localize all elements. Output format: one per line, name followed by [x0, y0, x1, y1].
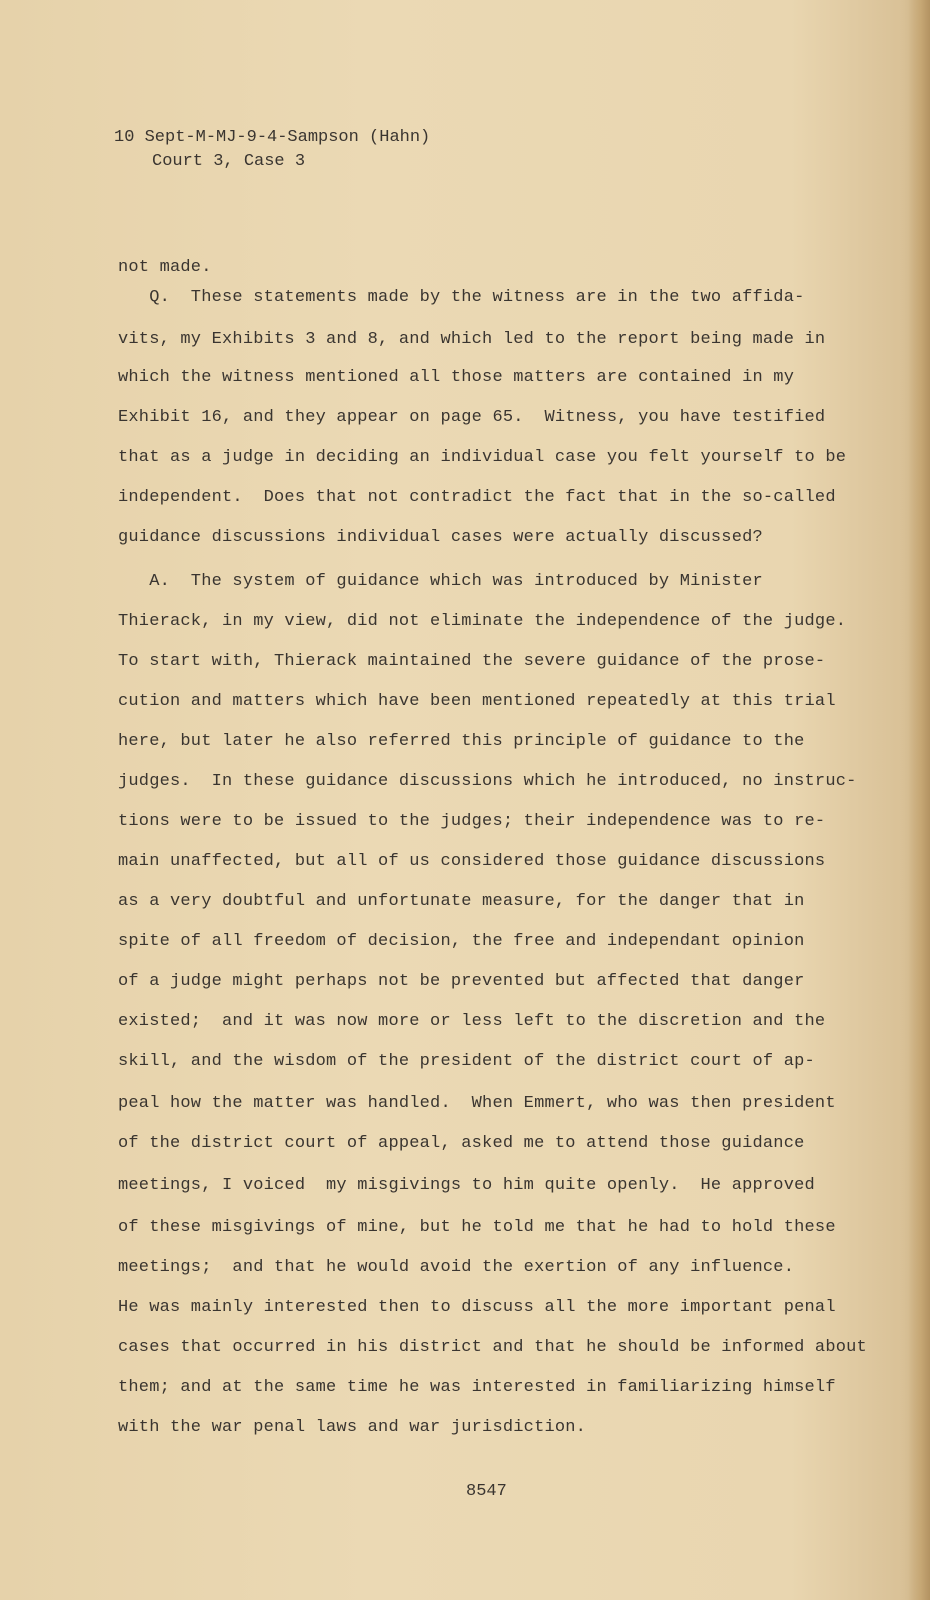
text-line: existed; and it was now more or less left to the discretion and the	[118, 1012, 826, 1031]
text-line: cases that occurred in his district and that he should be informed about	[118, 1338, 867, 1357]
text-line: skill, and the wisdom of the president of the district court of ap-	[118, 1052, 815, 1071]
text-line: independent. Does that not contradict the fact that in the so-called	[118, 488, 836, 507]
text-line: peal how the matter was handled. When Emmert, who was then president	[118, 1094, 836, 1113]
text-line: He was mainly interested then to discuss all the more important penal	[118, 1298, 836, 1317]
text-line: main unaffected, but all of us considered those guidance discussions	[118, 852, 826, 871]
text-line: cution and matters which have been mentioned repeatedly at this trial	[118, 692, 836, 711]
text-line: To start with, Thierack maintained the severe guidance of the prose-	[118, 652, 826, 671]
text-line: meetings, I voiced my misgivings to him quite openly. He approved	[118, 1176, 815, 1195]
text-line: as a very doubtful and unfortunate measure, for the danger that in	[118, 892, 805, 911]
text-line: spite of all freedom of decision, the free and independant opinion	[118, 932, 805, 951]
text-line: Exhibit 16, and they appear on page 65. Witness, you have testified	[118, 408, 826, 427]
text-line: that as a judge in deciding an individual case you felt yourself to be	[118, 448, 847, 467]
text-line: them; and at the same time he was interested in familiarizing himself	[118, 1378, 836, 1397]
header-reference: 10 Sept-M-MJ-9-4-Sampson (Hahn)	[114, 128, 431, 147]
text-line: not made.	[118, 258, 212, 277]
text-line: which the witness mentioned all those matters are contained in my	[118, 368, 795, 387]
text-line: A. The system of guidance which was introduced by Minister	[118, 572, 763, 591]
header-court-case: Court 3, Case 3	[152, 152, 306, 171]
text-line: Thierack, in my view, did not eliminate the independence of the judge.	[118, 612, 847, 631]
text-line: vits, my Exhibits 3 and 8, and which led to the report being made in	[118, 330, 826, 349]
document-header	[114, 126, 430, 174]
text-line: meetings; and that he would avoid the exertion of any influence.	[118, 1258, 795, 1277]
text-line: tions were to be issued to the judges; their independence was to re-	[118, 812, 826, 831]
page-number: 8547	[466, 1482, 507, 1501]
text-line: Q. These statements made by the witness are in the two affida-	[118, 288, 805, 307]
text-line: of the district court of appeal, asked me to attend those guidance	[118, 1134, 805, 1153]
page-edge-shadow	[908, 0, 930, 1600]
text-line: judges. In these guidance discussions which he introduced, no instruc-	[118, 772, 857, 791]
text-line: here, but later he also referred this principle of guidance to the	[118, 732, 805, 751]
text-line: of these misgivings of mine, but he told me that he had to hold these	[118, 1218, 836, 1237]
text-line: guidance discussions individual cases were actually discussed?	[118, 528, 763, 547]
text-line: with the war penal laws and war jurisdiction.	[118, 1418, 587, 1437]
text-line: of a judge might perhaps not be prevented but affected that danger	[118, 972, 805, 991]
